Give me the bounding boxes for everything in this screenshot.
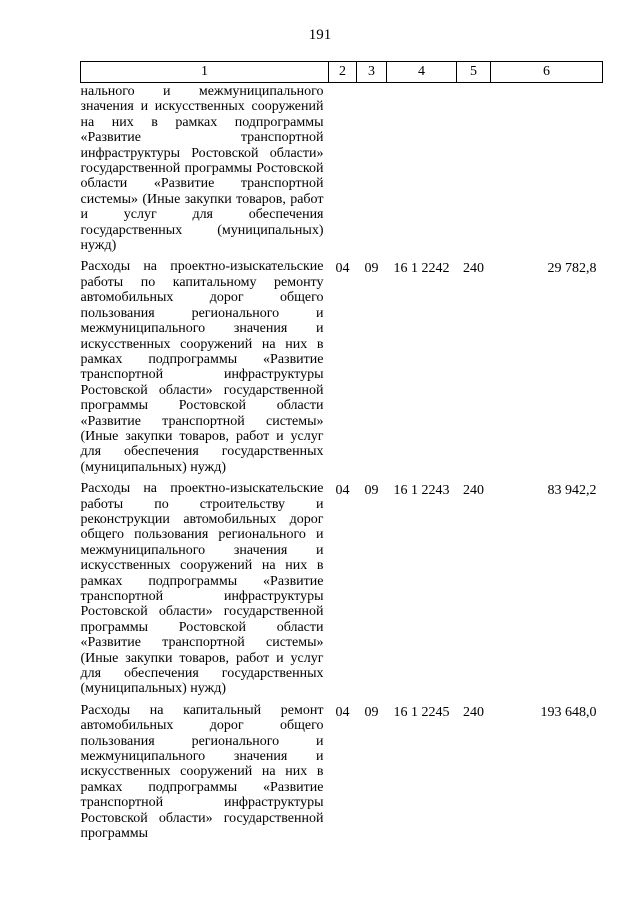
row-target-code [387, 83, 457, 260]
row-section: 04 [335, 261, 350, 277]
row-target-code: 16 1 2245 [393, 704, 450, 720]
table-row [81, 703, 603, 848]
row-expense-type: 240 [463, 704, 484, 720]
row-amount [491, 83, 603, 260]
table-row [81, 259, 603, 481]
row-description: нального и межмуниципального значения и искусственных сооружений на них в рамках подпрограммы «Развитие транспортной инфраструктуры Ростовской области» государственной программы Ростовской области «Развитие транспортной системы» (Иные закупки товаров, работ и услуг для обеспечения государственных (муниципальных) нужд) [80, 84, 324, 254]
row-subsection: 09 [364, 483, 379, 499]
row-section: 04 [335, 483, 350, 499]
row-subsection [357, 83, 387, 260]
row-amount: 83 942,2 [547, 483, 597, 499]
table-row [81, 481, 603, 703]
row-subsection: 09 [364, 261, 379, 277]
header-col-6: 6 [491, 62, 603, 83]
row-description: Расходы на проектно-изыскательские работы по капитальному ремонту автомобильных дорог общего пользования регионального и межмуниципального значения и искусственных сооружений на них в рамках подпрограммы «Развитие транспортной инфраструктуры Ростовской области» государственной программы Ростовской области «Развитие транспортной системы» (Иные закупки товаров, работ и услуг для обеспечения государственных (муниципальных) нужд) [80, 259, 324, 475]
table-row [81, 83, 603, 260]
header-col-3: 3 [357, 62, 387, 83]
row-subsection: 09 [364, 704, 379, 720]
page-number: 191 [308, 27, 332, 43]
row-expense-type: 240 [463, 261, 484, 277]
row-section: 04 [335, 704, 350, 720]
header-col-4: 4 [387, 62, 457, 83]
row-amount: 29 782,8 [547, 261, 597, 277]
header-col-5: 5 [457, 62, 491, 83]
row-description: Расходы на капитальный ремонт автомобильных дорог общего пользования регионального и межмуниципального значения и искусственных сооружений на них в рамках подпрограммы «Развитие транспортной инфраструктуры Ростовской области» государственной программы [80, 702, 324, 842]
budget-table [80, 61, 603, 848]
row-target-code: 16 1 2243 [393, 483, 450, 499]
row-target-code: 16 1 2242 [393, 261, 450, 277]
header-col-1: 1 [81, 62, 329, 83]
row-amount: 193 648,0 [540, 704, 597, 720]
row-description: Расходы на проектно-изыскательские работы по строительству и реконструкции автомобильных дорог общего пользования регионального и межмуниципального значения и искусственных сооружений на них в рамках подпрограммы «Развитие транспортной инфраструктуры Ростовской области» государственной программы Ростовской области «Развитие транспортной системы» (Иные закупки товаров, работ и услуг для обеспечения государственных (муниципальных) нужд) [80, 481, 324, 697]
row-expense-type: 240 [463, 483, 484, 499]
row-expense-type [457, 83, 491, 260]
header-col-2: 2 [329, 62, 357, 83]
header-row [81, 62, 603, 83]
row-section [329, 83, 357, 260]
